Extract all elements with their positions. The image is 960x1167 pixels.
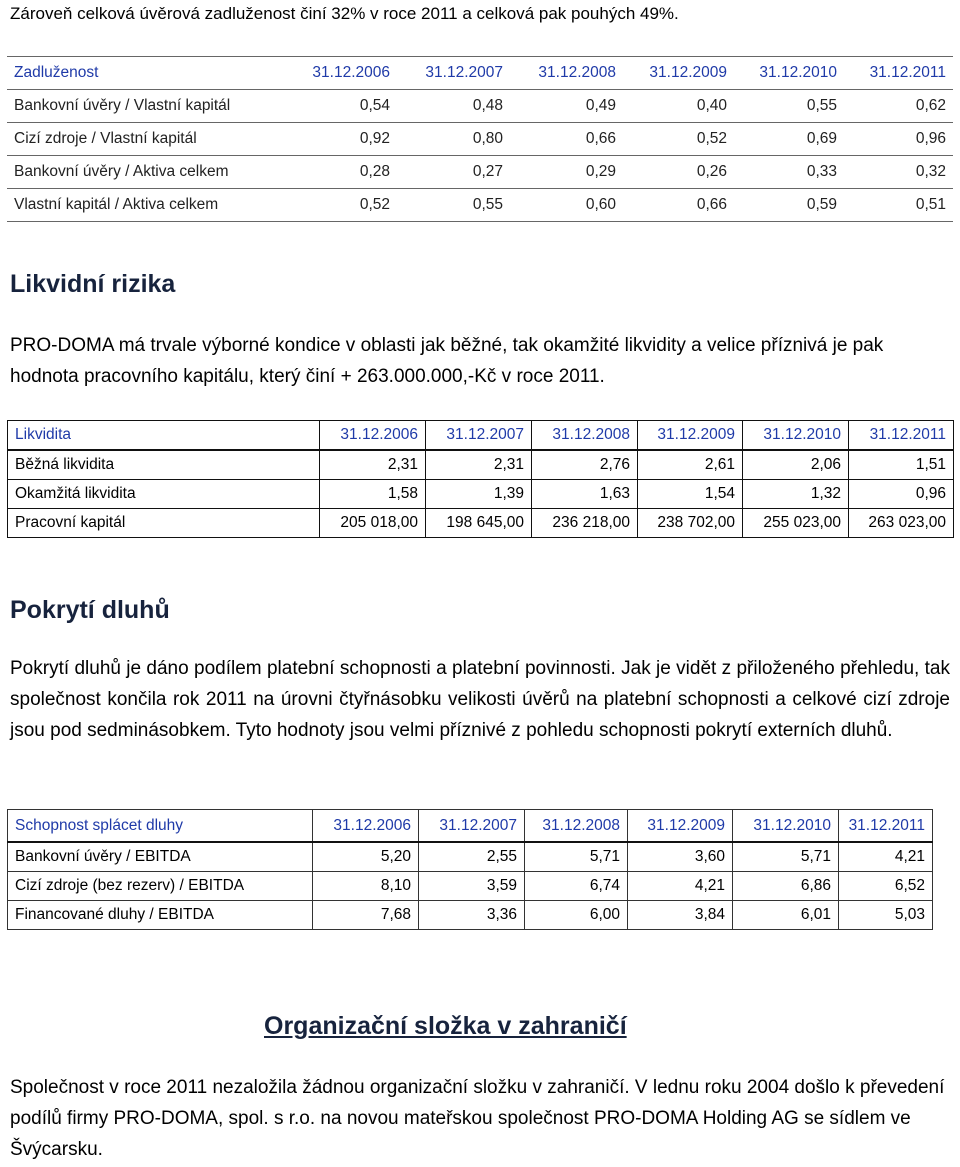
table-row [7,189,953,222]
table-header-cell: 31.12.2007 [397,57,510,90]
table-header-cell: 31.12.2006 [320,421,426,451]
table-cell: 0,69 [734,123,844,156]
table-row [8,872,933,901]
table-cell: 198 645,00 [426,509,532,538]
table-header-cell: 31.12.2007 [419,810,525,843]
table-cell: 1,54 [638,480,743,509]
table-cell: 0,49 [510,90,623,123]
table-cell: 6,52 [839,872,933,901]
table-cell: 0,59 [734,189,844,222]
row-label-cell: Běžná likvidita [8,450,320,480]
row-label-cell: Pracovní kapitál [8,509,320,538]
table-cell: 3,59 [419,872,525,901]
table-cell: 4,21 [839,842,933,872]
table-cell: 0,66 [623,189,734,222]
table-cell: 0,40 [623,90,734,123]
table-cell: 0,27 [397,156,510,189]
table-cell: 5,71 [525,842,628,872]
table-header-cell: 31.12.2008 [532,421,638,451]
row-label-cell: Cizí zdroje / Vlastní kapitál [7,123,284,156]
table-cell: 8,10 [313,872,419,901]
table-cell: 1,51 [849,450,954,480]
liquidity-paragraph: PRO-DOMA má trvale výborné kondice v oblasti jak běžné, tak okamžité likvidity a velice příznivá je pak hodnota pracovního kapitálu, který činí + 263.000.000,-Kč v roce 2011. [10,335,884,387]
table-cell: 1,63 [532,480,638,509]
table-header-row [7,57,953,90]
row-label-cell: Financované dluhy / EBITDA [8,901,313,930]
table-header-cell: Zadluženost [7,57,284,90]
table-header-cell: 31.12.2009 [628,810,733,843]
table-cell: 0,48 [397,90,510,123]
row-label-cell: Bankovní úvěry / EBITDA [8,842,313,872]
table-cell: 238 702,00 [638,509,743,538]
table-cell: 205 018,00 [320,509,426,538]
table-cell: 6,00 [525,901,628,930]
table-cell: 2,31 [426,450,532,480]
table-header-cell: 31.12.2008 [525,810,628,843]
table-header-cell: 31.12.2010 [743,421,849,451]
table-cell: 0,29 [510,156,623,189]
debt-coverage-paragraph: Pokrytí dluhů je dáno podílem platební schopnosti a platební povinnosti. Jak je vidět z přiloženého přehledu, tak společnost končila rok 2011 na úrovni čtyřnásobku velikosti úvěrů na platební schopnosti a celkové cizí zdroje jsou pod sedminásobkem. Tyto hodnoty jsou velmi příznivé z pohledu schopnosti pokrytí externích dluhů. [10,658,950,741]
debt-table [7,56,953,222]
table-cell: 0,55 [734,90,844,123]
table-cell: 0,51 [844,189,953,222]
table-row [8,842,933,872]
table-cell: 0,52 [284,189,397,222]
table-header-cell: 31.12.2010 [733,810,839,843]
table-cell: 2,31 [320,450,426,480]
table-header-cell: 31.12.2008 [510,57,623,90]
table-cell: 0,60 [510,189,623,222]
table-cell: 236 218,00 [532,509,638,538]
table-cell: 0,26 [623,156,734,189]
table-cell: 3,84 [628,901,733,930]
table-header-cell: 31.12.2010 [734,57,844,90]
table-header-cell: 31.12.2011 [849,421,954,451]
table-header-row [8,810,933,843]
table-header-cell: 31.12.2006 [284,57,397,90]
intro-text: Zároveň celková úvěrová zadluženost činí 32% v roce 2011 a celková pak pouhých 49%. [10,4,679,23]
row-label-cell: Vlastní kapitál / Aktiva celkem [7,189,284,222]
table-row [7,123,953,156]
table-cell: 1,39 [426,480,532,509]
table-cell: 0,28 [284,156,397,189]
foreign-branch-heading: Organizační složka v zahraničí [264,1012,627,1040]
row-label-cell: Bankovní úvěry / Vlastní kapitál [7,90,284,123]
table-row [8,901,933,930]
table-header-cell: 31.12.2007 [426,421,532,451]
liquidity-table-body [8,421,954,538]
debt-coverage-table [7,809,933,930]
table-cell: 2,06 [743,450,849,480]
table-header-cell: 31.12.2009 [638,421,743,451]
liquidity-table [7,420,954,538]
table-cell: 263 023,00 [849,509,954,538]
table-cell: 0,96 [849,480,954,509]
table-cell: 5,20 [313,842,419,872]
row-label-cell: Cizí zdroje (bez rezerv) / EBITDA [8,872,313,901]
table-cell: 6,86 [733,872,839,901]
table-cell: 0,66 [510,123,623,156]
table-cell: 0,55 [397,189,510,222]
liquidity-heading: Likvidní rizika [10,270,176,298]
debt-coverage-heading: Pokrytí dluhů [10,596,170,624]
table-cell: 2,55 [419,842,525,872]
row-label-cell: Okamžitá likvidita [8,480,320,509]
table-cell: 2,61 [638,450,743,480]
table-cell: 6,74 [525,872,628,901]
table-header-cell: 31.12.2011 [844,57,953,90]
table-cell: 0,80 [397,123,510,156]
table-cell: 0,32 [844,156,953,189]
table-row [8,509,954,538]
foreign-branch-paragraph: Společnost v roce 2011 nezaložila žádnou organizační složku v zahraničí. V lednu roku 2004 došlo k převedení podílů firmy PRO-DOMA, spol. s r.o. na novou mateřskou společnost PRO-DOMA Holding AG se sídlem ve Švýcarsku. [10,1077,945,1160]
table-cell: 3,36 [419,901,525,930]
table-header-cell: 31.12.2009 [623,57,734,90]
row-label-cell: Bankovní úvěry / Aktiva celkem [7,156,284,189]
debt-coverage-table-body [8,810,933,930]
table-cell: 2,76 [532,450,638,480]
table-header-cell: 31.12.2006 [313,810,419,843]
table-row [8,450,954,480]
table-cell: 0,52 [623,123,734,156]
table-cell: 1,32 [743,480,849,509]
table-cell: 255 023,00 [743,509,849,538]
table-cell: 0,33 [734,156,844,189]
table-cell: 6,01 [733,901,839,930]
debt-table-body [7,57,953,222]
table-cell: 0,54 [284,90,397,123]
table-cell: 5,03 [839,901,933,930]
table-cell: 0,92 [284,123,397,156]
table-header-cell: Likvidita [8,421,320,451]
table-header-cell: Schopnost splácet dluhy [8,810,313,843]
table-cell: 0,96 [844,123,953,156]
table-cell: 7,68 [313,901,419,930]
table-header-row [8,421,954,451]
table-cell: 0,62 [844,90,953,123]
table-cell: 1,58 [320,480,426,509]
table-row [7,156,953,189]
table-row [7,90,953,123]
table-row [8,480,954,509]
table-cell: 3,60 [628,842,733,872]
table-header-cell: 31.12.2011 [839,810,933,843]
table-cell: 4,21 [628,872,733,901]
table-cell: 5,71 [733,842,839,872]
